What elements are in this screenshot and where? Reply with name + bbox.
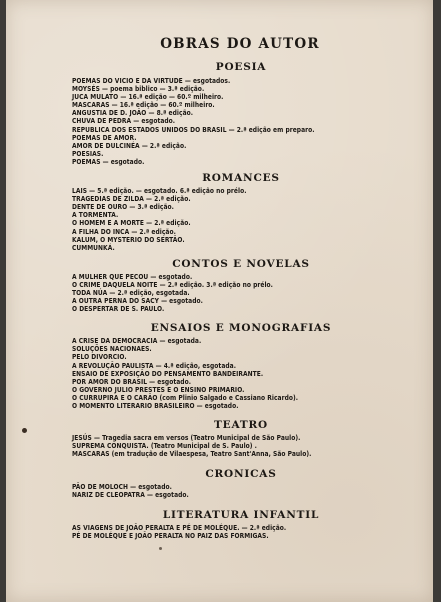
list-item: O DESPERTAR DE S. PAULO. [72, 305, 165, 314]
list-item: MASCARAS (em tradução de Vilaespesa, Teatro Sant'Anna, São Paulo). [72, 450, 312, 459]
ink-spot [159, 547, 162, 550]
list-item: A FILHA DO INCA — 2.ª edição. [72, 227, 176, 236]
ink-spot [22, 428, 27, 433]
list-item: ENSAIO DE EXPOSIÇÃO DO PENSAMENTO BANDEIRANTE. [72, 369, 264, 378]
list-item: O MOMENTO LITERARIO BRASILEIRO — esgotado. [72, 402, 239, 410]
list-item: AS VIAGENS DE JOÃO PERALTA E PÉ DE MOLÉQUE. — 2.ª edição. [72, 523, 287, 532]
section-heading: POESIA [215, 61, 267, 73]
list-item: KALUM, O MYSTERIO DO SERTÃO. [72, 235, 185, 244]
list-item: PÉ DE MOLÉQUE E JOÃO PERALTA NO PAIZ DAS FORMIGAS. [72, 531, 269, 540]
list-item: POESIAS. [72, 149, 104, 158]
list-item: TRAGEDIAS DE ZILDA — 2.ª edição. [72, 195, 191, 204]
list-item: O GOVERNO JULIO PRESTES E O ENSINO PRIMARIO. [72, 385, 245, 394]
book-page [6, 0, 433, 602]
list-item: TODA NÚA — 2.ª edição, esgotada. [72, 288, 190, 297]
list-item: PÃO DE MOLOCH — esgotado. [72, 483, 172, 492]
list-item: POEMAS DO VICIO E DA VIRTUDE — esgotados. [72, 77, 231, 85]
section-heading: TEATRO [214, 419, 268, 432]
list-item: O HOMEM E A MORTE — 2.ª edição. [72, 219, 191, 228]
section-heading: CONTOS E NOVELAS [172, 257, 310, 270]
section-teatro [72, 419, 402, 458]
list-item: NARIZ DE CLEOPATRA — esgotado. [72, 491, 189, 500]
section-heading: CRONICAS [205, 468, 277, 481]
section-item-list [72, 483, 402, 499]
list-item: A MULHER QUE PECOU — esgotado. [72, 272, 193, 281]
section-item-list [72, 77, 402, 166]
list-item: A REVOLUÇÃO PAULISTA — 4.ª edição, esgotada. [72, 361, 237, 370]
list-item: POR AMOR DO BRASIL — esgotado. [72, 377, 192, 386]
section-heading: ENSAIOS E MONOGRAFIAS [150, 322, 332, 335]
list-item: MOYSÉS — poema biblico — 3.ª edição. [72, 85, 205, 94]
list-item: MASCARAS — 16.ª edição — 60.º milheiro. [72, 101, 215, 110]
section-item-list [72, 187, 402, 252]
section-item-list [72, 337, 402, 410]
list-item: JESÚS — Tragedia sacra em versos (Teatro Municipal de São Paulo). [72, 434, 301, 443]
section-literatura-infantil [72, 509, 402, 540]
list-item: A OUTRA PERNA DO SACY — esgotado. [72, 297, 203, 306]
section-ensaios-e-monografias [72, 322, 402, 410]
list-item: AMOR DE DULCINÉA — 2.ª edição. [72, 141, 187, 150]
section-cronicas [72, 468, 402, 499]
list-item: SUPREMA CONQUISTA. (Teatro Municipal de S. Paulo) . [72, 442, 257, 451]
works-list [72, 36, 402, 540]
list-item: POEMAS DE AMOR. [72, 133, 137, 142]
list-item: O CRIME DAQUELA NOITE — 2.ª edição. 3.ª edição no prélo. [72, 280, 273, 289]
section-item-list [72, 434, 402, 458]
list-item: REPUBLICA DOS ESTADOS UNIDOS DO BRASIL — 2.ª edição em preparo. [72, 125, 315, 134]
section-heading: LITERATURA INFANTIL [162, 508, 320, 521]
section-romances [72, 172, 402, 252]
section-item-list [72, 273, 402, 313]
list-item: SOLUÇÕES NACIONAES. [72, 345, 152, 354]
list-item: LAIS — 5.ª edição. — esgotado. 6.ª edição no prélo. [72, 187, 247, 196]
list-item: CUMMUNKÁ. [72, 243, 115, 252]
list-item: PELO DIVORCIO. [72, 353, 127, 362]
section-heading: ROMANCES [202, 172, 280, 185]
list-item: A CRISE DA DEMOCRACIA — esgotada. [72, 337, 202, 346]
list-item: A TORMENTA. [72, 211, 119, 220]
list-item: POEMAS — esgotado. [72, 157, 145, 166]
list-item: O CURRUPIRA E O CARÃO (com Plinio Salgado e Cassiano Ricardo). [72, 393, 299, 402]
section-contos-e-novelas [72, 258, 402, 313]
list-item: ANGUSTIA DE D. JOÃO — 8.ª edição. [72, 109, 194, 118]
list-item: CHUVA DE PEDRA — esgotado. [72, 117, 176, 126]
section-item-list [72, 524, 402, 540]
section-poesia [72, 61, 402, 166]
list-item: DENTE DE OURO — 3.ª edição. [72, 203, 174, 212]
page-title: OBRAS DO AUTOR [160, 36, 320, 52]
list-item: JUCA MULATO — 16.ª edição — 60.º milheiro. [72, 93, 224, 102]
